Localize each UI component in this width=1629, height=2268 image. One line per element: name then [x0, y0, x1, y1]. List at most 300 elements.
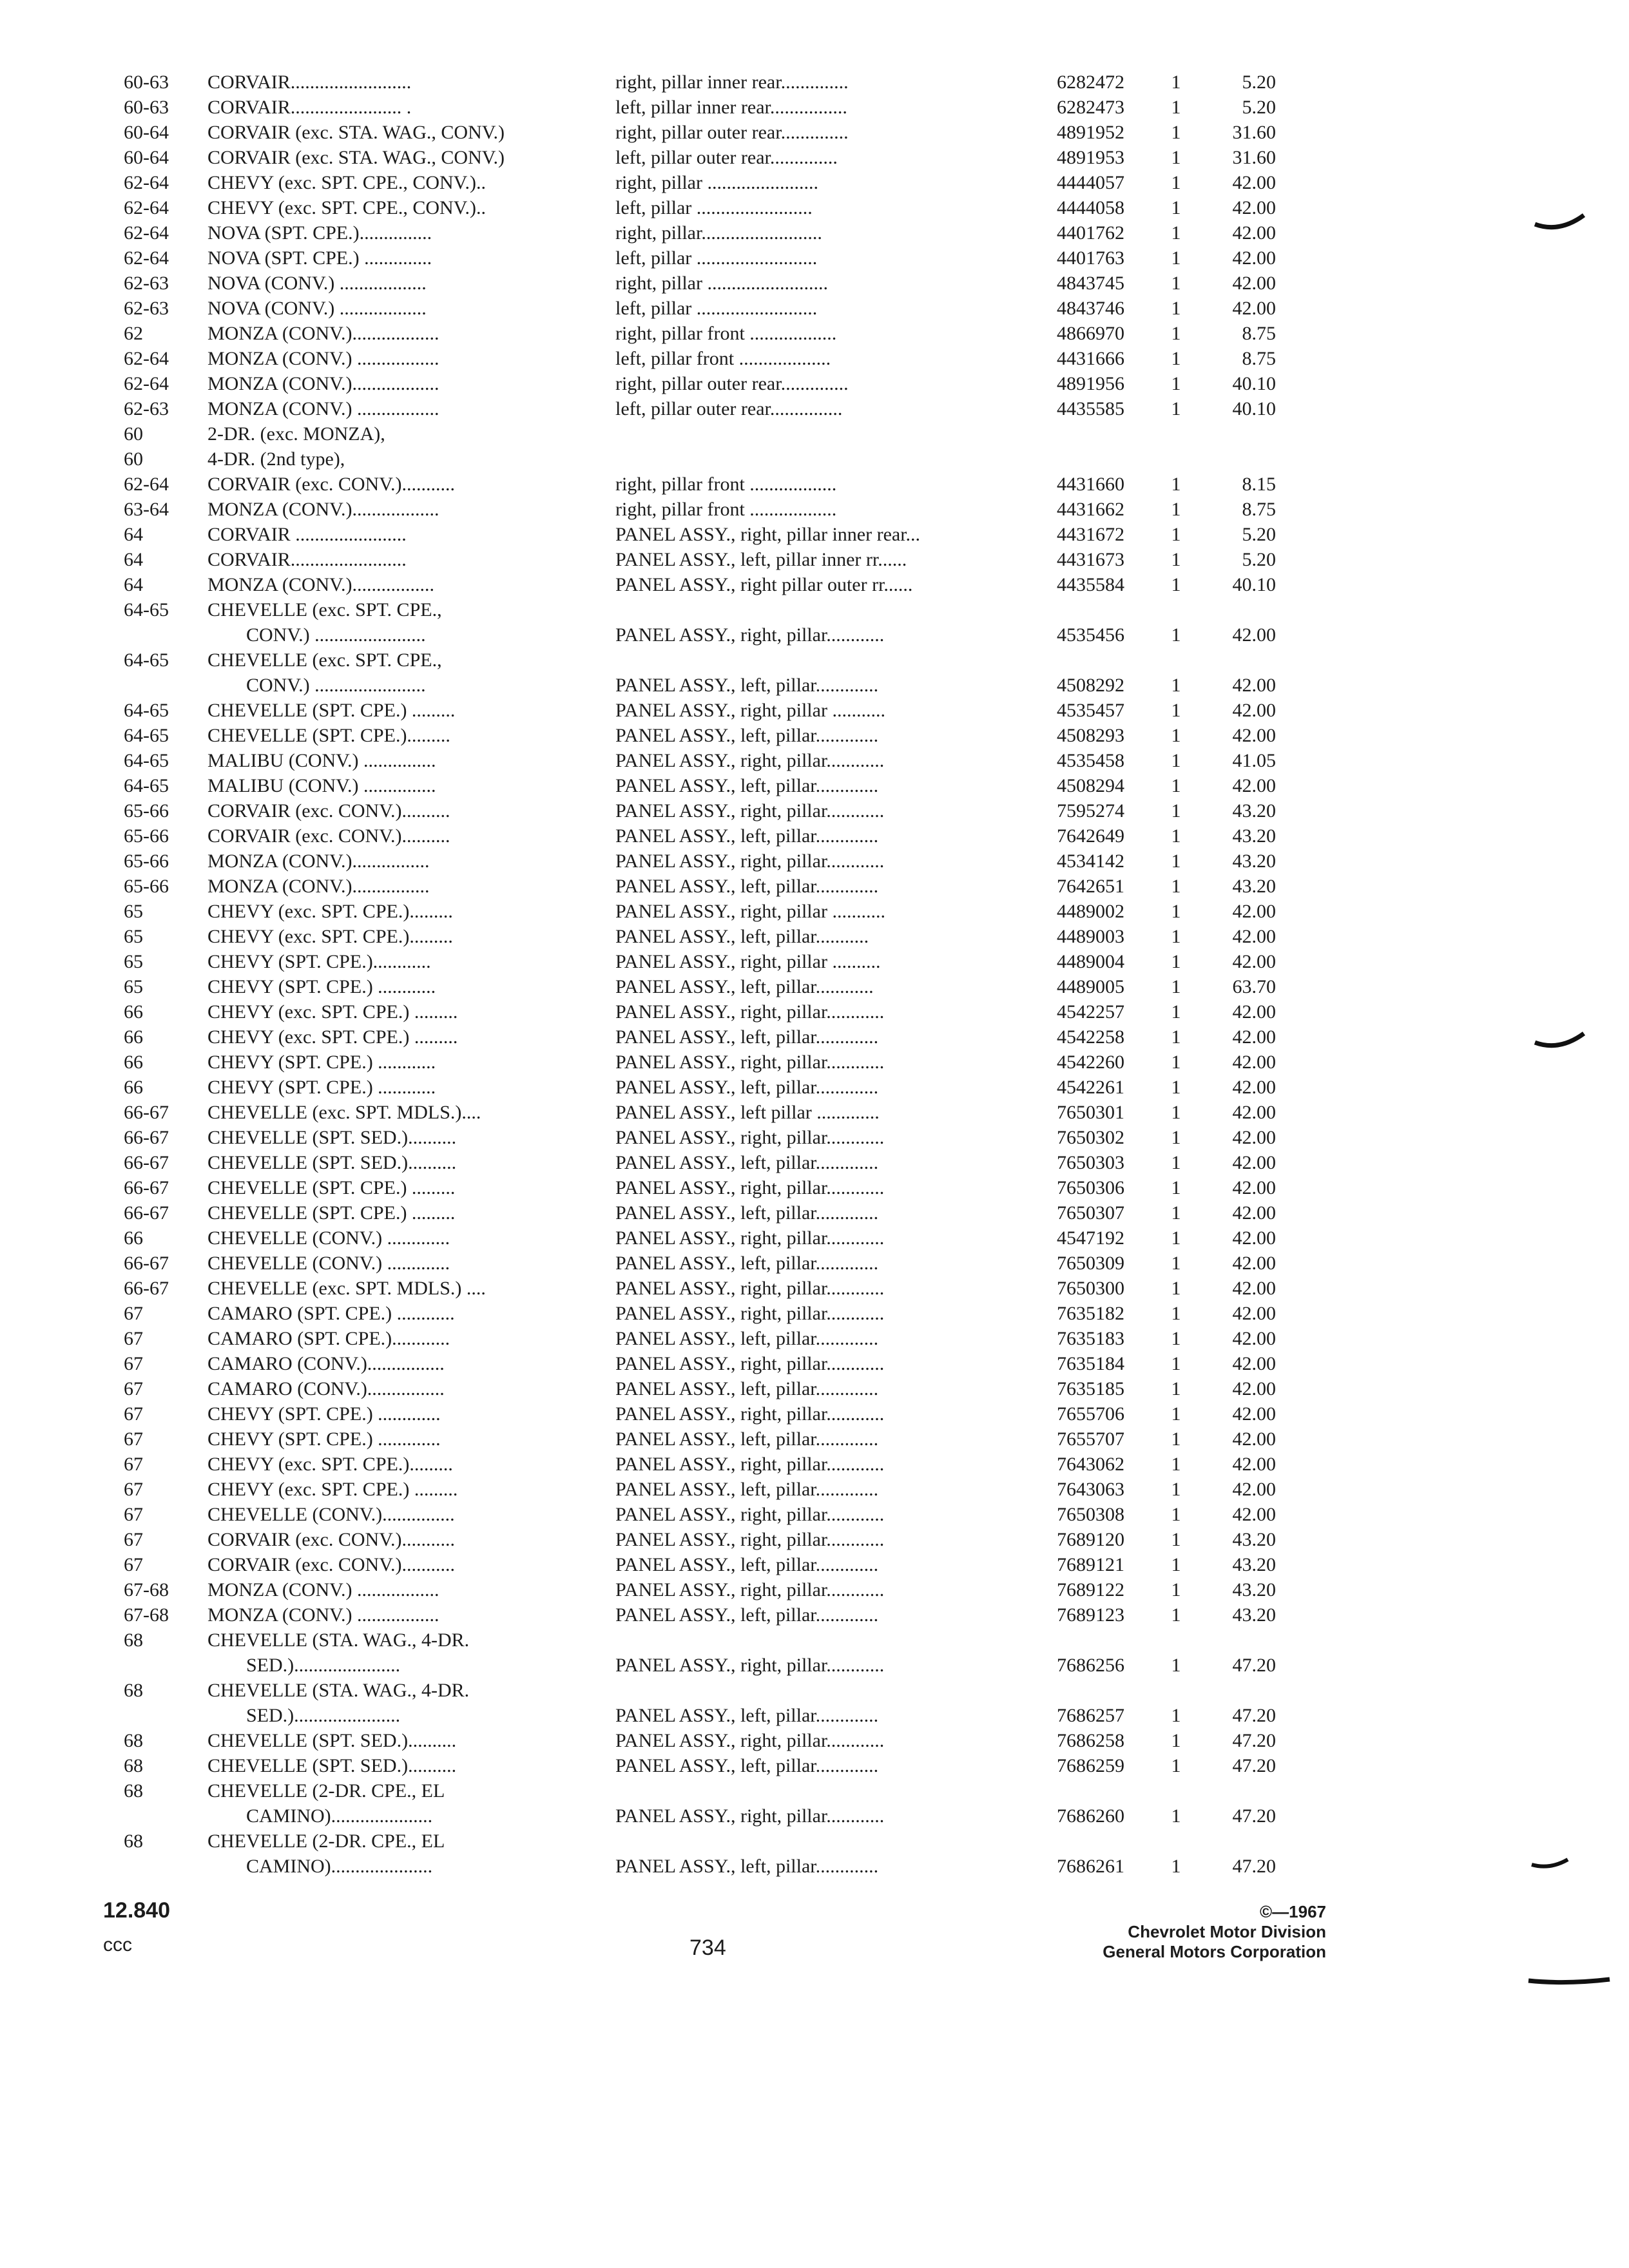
part-number: 7650303 [1057, 1152, 1124, 1173]
table-row [0, 1527, 1629, 1552]
model-name [207, 1477, 594, 1502]
price: 43.20 [1232, 1579, 1276, 1600]
model-name [207, 396, 594, 421]
price: 42.00 [1232, 1353, 1276, 1374]
table-row [0, 773, 1629, 798]
quantity: 1 [1171, 72, 1181, 93]
price: 40.10 [1232, 373, 1276, 394]
model-years: 66-67 [124, 1278, 169, 1299]
model-years: 62-63 [124, 273, 169, 294]
price: 42.00 [1232, 273, 1276, 294]
part-description: PANEL ASSY., left, pillar............. [615, 775, 879, 796]
price: 40.10 [1232, 574, 1276, 595]
copyright-block [1103, 1902, 1326, 1962]
part-description: right, pillar ....................... [615, 172, 818, 193]
model-years: 68 [124, 1680, 143, 1701]
model-name [207, 1452, 594, 1477]
price: 42.00 [1232, 1001, 1276, 1023]
quantity: 1 [1171, 1152, 1181, 1173]
part-number: 7643062 [1057, 1454, 1124, 1475]
quantity: 1 [1171, 524, 1181, 545]
table-row [0, 1351, 1629, 1376]
part-number: 4489005 [1057, 976, 1124, 997]
price: 42.00 [1232, 1403, 1276, 1425]
price: 47.20 [1232, 1805, 1276, 1827]
table-row [0, 1075, 1629, 1100]
quantity: 1 [1171, 222, 1181, 244]
part-description: PANEL ASSY., left, pillar............. [615, 1479, 879, 1500]
table-row [0, 1024, 1629, 1050]
part-number: 4435585 [1057, 398, 1124, 419]
part-number: 4508293 [1057, 725, 1124, 746]
model-years: 65-66 [124, 825, 169, 847]
model-name-line: CORVAIR....................... . [207, 97, 412, 118]
quantity: 1 [1171, 373, 1181, 394]
part-description: PANEL ASSY., left, pillar............ [615, 976, 874, 997]
model-name [207, 572, 594, 597]
model-years: 62-63 [124, 298, 169, 319]
table-row [0, 346, 1629, 371]
part-number: 4542258 [1057, 1026, 1124, 1048]
model-name-line: CHEVELLE (SPT. CPE.) ......... [207, 1177, 456, 1198]
part-number: 7643063 [1057, 1479, 1124, 1500]
table-row [0, 1401, 1629, 1427]
part-description: right, pillar outer rear.............. [615, 373, 849, 394]
price: 42.00 [1232, 901, 1276, 922]
model-name [207, 1628, 594, 1678]
model-name [207, 245, 594, 271]
parts-list [0, 70, 1629, 1879]
model-name-line: CAMARO (CONV.)................ [207, 1378, 445, 1399]
table-row [0, 371, 1629, 396]
model-name-line: CHEVELLE (exc. SPT. MDLS.) .... [207, 1278, 486, 1299]
table-row [0, 1829, 1629, 1879]
model-name [207, 296, 594, 321]
quantity: 1 [1171, 1202, 1181, 1224]
model-name [207, 1276, 594, 1301]
quantity: 1 [1171, 976, 1181, 997]
quantity: 1 [1171, 1253, 1181, 1274]
part-description: PANEL ASSY., right pillar outer rr...... [615, 574, 913, 595]
model-name [207, 874, 594, 899]
price: 42.00 [1232, 1378, 1276, 1399]
model-name-line: MALIBU (CONV.) ............... [207, 775, 436, 796]
part-number: 4431666 [1057, 348, 1124, 369]
model-name [207, 1527, 594, 1552]
quantity: 1 [1171, 172, 1181, 193]
table-row [0, 1376, 1629, 1401]
model-name-line: CHEVY (exc. SPT. CPE.)......... [207, 1454, 453, 1475]
price: 42.00 [1232, 1202, 1276, 1224]
model-name [207, 522, 594, 547]
price: 42.00 [1232, 926, 1276, 947]
quantity: 1 [1171, 348, 1181, 369]
model-name-line: CHEVELLE (SPT. CPE.) ......... [207, 1202, 456, 1224]
part-description: right, pillar ......................... [615, 273, 828, 294]
part-description: PANEL ASSY., left, pillar............. [615, 1253, 879, 1274]
table-row [0, 1200, 1629, 1225]
price: 42.00 [1232, 1102, 1276, 1123]
part-description: PANEL ASSY., left, pillar............. [615, 825, 879, 847]
table-row [0, 170, 1629, 195]
part-description: PANEL ASSY., right, pillar ........... [615, 901, 885, 922]
table-row [0, 698, 1629, 723]
part-description: PANEL ASSY., left, pillar............. [615, 1328, 879, 1349]
part-number: 7686257 [1057, 1705, 1124, 1726]
price: 5.20 [1242, 97, 1276, 118]
model-years: 67 [124, 1554, 143, 1575]
table-row [0, 748, 1629, 773]
quantity: 1 [1171, 1479, 1181, 1500]
quantity: 1 [1171, 298, 1181, 319]
part-number: 7650300 [1057, 1278, 1124, 1299]
model-name [207, 597, 594, 648]
model-name [207, 999, 594, 1024]
price: 8.15 [1242, 474, 1276, 495]
part-number: 4489004 [1057, 951, 1124, 972]
quantity: 1 [1171, 775, 1181, 796]
quantity: 1 [1171, 1303, 1181, 1324]
table-row [0, 1728, 1629, 1753]
table-row [0, 1225, 1629, 1251]
model-years: 62-63 [124, 398, 169, 419]
quantity: 1 [1171, 1278, 1181, 1299]
quantity: 1 [1171, 1353, 1181, 1374]
price: 42.00 [1232, 725, 1276, 746]
price: 42.00 [1232, 1052, 1276, 1073]
model-years: 62-64 [124, 474, 169, 495]
table-row [0, 321, 1629, 346]
quantity: 1 [1171, 247, 1181, 269]
model-years: 65 [124, 976, 143, 997]
part-number: 4431662 [1057, 499, 1124, 520]
model-name-line: CHEVY (SPT. CPE.) ............ [207, 1077, 436, 1098]
model-name-line: CHEVY (exc. SPT. CPE., CONV.).. [207, 197, 486, 218]
part-number: 6282472 [1057, 72, 1124, 93]
table-row [0, 1778, 1629, 1829]
part-number: 4435584 [1057, 574, 1124, 595]
model-name-continuation: SED.)...................... [246, 1705, 401, 1726]
quantity: 1 [1171, 1529, 1181, 1550]
part-number: 7686256 [1057, 1655, 1124, 1676]
table-row [0, 421, 1629, 447]
model-name-line: 4-DR. (2nd type), [207, 448, 345, 470]
price: 5.20 [1242, 524, 1276, 545]
model-name-line: CORVAIR (exc. STA. WAG., CONV.) [207, 147, 505, 168]
price: 42.00 [1232, 1278, 1276, 1299]
model-years: 62-64 [124, 172, 169, 193]
part-description: PANEL ASSY., right, pillar............ [615, 1529, 885, 1550]
part-number: 4489003 [1057, 926, 1124, 947]
price: 5.20 [1242, 549, 1276, 570]
part-number: 4547192 [1057, 1227, 1124, 1249]
price: 40.10 [1232, 398, 1276, 419]
table-row [0, 899, 1629, 924]
part-number: 7689123 [1057, 1604, 1124, 1626]
model-name [207, 924, 594, 949]
table-row [0, 1502, 1629, 1527]
part-description: PANEL ASSY., right, pillar............ [615, 1127, 885, 1148]
part-description: PANEL ASSY., right, pillar............ [615, 850, 885, 872]
part-number: 7689122 [1057, 1579, 1124, 1600]
model-years: 60-63 [124, 97, 169, 118]
table-row [0, 1100, 1629, 1125]
table-row [0, 1628, 1629, 1678]
copyright-year: ©—1967 [1260, 1902, 1326, 1921]
part-description: PANEL ASSY., left, pillar............. [615, 1152, 879, 1173]
quantity: 1 [1171, 574, 1181, 595]
part-number: 7650301 [1057, 1102, 1124, 1123]
part-description: PANEL ASSY., left, pillar............. [615, 1077, 879, 1098]
price: 42.00 [1232, 624, 1276, 646]
table-row [0, 974, 1629, 999]
quantity: 1 [1171, 1705, 1181, 1726]
model-name-line: CORVAIR ....................... [207, 524, 407, 545]
quantity: 1 [1171, 97, 1181, 118]
model-name [207, 798, 594, 823]
model-name-line: MONZA (CONV.)................ [207, 850, 430, 872]
table-row [0, 396, 1629, 421]
part-description: PANEL ASSY., left pillar ............. [615, 1102, 880, 1123]
model-name [207, 899, 594, 924]
part-number: 4535458 [1057, 750, 1124, 771]
table-row [0, 723, 1629, 748]
model-name [207, 1829, 594, 1879]
model-years: 68 [124, 1780, 143, 1802]
part-number: 7686260 [1057, 1805, 1124, 1827]
part-number: 7635185 [1057, 1378, 1124, 1399]
part-description: left, pillar ......................... [615, 298, 818, 319]
model-name-line: CORVAIR (exc. CONV.)........... [207, 1529, 455, 1550]
part-number: 4891953 [1057, 147, 1124, 168]
model-years: 62-64 [124, 373, 169, 394]
model-years: 68 [124, 1831, 143, 1852]
part-description: PANEL ASSY., left, pillar............. [615, 1428, 879, 1450]
part-description: right, pillar......................... [615, 222, 822, 244]
table-row [0, 1251, 1629, 1276]
part-description: PANEL ASSY., left, pillar............. [615, 1202, 879, 1224]
table-row [0, 547, 1629, 572]
quantity: 1 [1171, 1001, 1181, 1023]
model-name-line: CAMARO (SPT. CPE.)............ [207, 1328, 450, 1349]
part-number: 7650308 [1057, 1504, 1124, 1525]
model-name-line: CHEVELLE (SPT. SED.).......... [207, 1152, 457, 1173]
page-number: 734 [689, 1936, 726, 1960]
quantity: 1 [1171, 624, 1181, 646]
table-row [0, 924, 1629, 949]
part-number: 4866970 [1057, 323, 1124, 344]
price: 63.70 [1232, 976, 1276, 997]
part-description: right, pillar front .................. [615, 499, 837, 520]
scan-mark [1534, 213, 1585, 238]
price: 43.20 [1232, 850, 1276, 872]
part-description: PANEL ASSY., left, pillar............. [615, 1026, 879, 1048]
scan-mark [1530, 1856, 1569, 1875]
quantity: 1 [1171, 1579, 1181, 1600]
part-number: 4444057 [1057, 172, 1124, 193]
price: 42.00 [1232, 951, 1276, 972]
part-description: PANEL ASSY., left, pillar............. [615, 1856, 879, 1877]
model-name [207, 1150, 594, 1175]
quantity: 1 [1171, 901, 1181, 922]
model-name-line: CHEVELLE (exc. SPT. CPE., [207, 649, 442, 671]
model-name-line: CHEVY (SPT. CPE.) ............ [207, 1052, 436, 1073]
part-number: 7650302 [1057, 1127, 1124, 1148]
model-name-line: CHEVELLE (2-DR. CPE., EL [207, 1831, 445, 1852]
model-name [207, 1351, 594, 1376]
model-name [207, 321, 594, 346]
model-name-line: MONZA (CONV.) ................. [207, 1579, 439, 1600]
model-name [207, 1251, 594, 1276]
model-name [207, 547, 594, 572]
part-number: 4843745 [1057, 273, 1124, 294]
model-name-line: CHEVELLE (SPT. CPE.) ......... [207, 700, 456, 721]
table-row [0, 1326, 1629, 1351]
model-name-line: NOVA (SPT. CPE.) .............. [207, 247, 432, 269]
model-years: 66 [124, 1077, 143, 1098]
part-number: 7650309 [1057, 1253, 1124, 1274]
table-row [0, 1577, 1629, 1602]
price: 42.00 [1232, 197, 1276, 218]
quantity: 1 [1171, 549, 1181, 570]
price: 31.60 [1232, 122, 1276, 143]
model-years: 64-65 [124, 649, 169, 671]
quantity: 1 [1171, 1403, 1181, 1425]
price: 42.00 [1232, 247, 1276, 269]
model-years: 64 [124, 524, 143, 545]
price: 42.00 [1232, 1253, 1276, 1274]
quantity: 1 [1171, 398, 1181, 419]
model-years: 62-64 [124, 348, 169, 369]
model-name-continuation: CAMINO)..................... [246, 1805, 433, 1827]
part-description: PANEL ASSY., left, pillar............. [615, 1378, 879, 1399]
model-name-line: CHEVELLE (SPT. CPE.)......... [207, 725, 450, 746]
model-name [207, 1125, 594, 1150]
model-name-continuation: CONV.) ....................... [246, 675, 426, 696]
part-number: 4534142 [1057, 850, 1124, 872]
model-years: 68 [124, 1755, 143, 1776]
model-name [207, 371, 594, 396]
model-years: 63-64 [124, 499, 169, 520]
model-name [207, 648, 594, 698]
corporation-name: General Motors Corporation [1103, 1942, 1326, 1961]
model-years: 64-65 [124, 775, 169, 796]
model-years: 66 [124, 1227, 143, 1249]
part-description: PANEL ASSY., right, pillar ........... [615, 700, 885, 721]
price: 42.00 [1232, 1177, 1276, 1198]
model-name [207, 1050, 594, 1075]
model-years: 67-68 [124, 1579, 169, 1600]
quantity: 1 [1171, 1227, 1181, 1249]
model-years: 67 [124, 1428, 143, 1450]
model-name-line: CHEVY (exc. SPT. CPE.) ......... [207, 1479, 458, 1500]
table-row [0, 1602, 1629, 1628]
part-number: 4508292 [1057, 675, 1124, 696]
table-row [0, 999, 1629, 1024]
quantity: 1 [1171, 499, 1181, 520]
model-name [207, 1577, 594, 1602]
part-number: 4843746 [1057, 298, 1124, 319]
price: 5.20 [1242, 72, 1276, 93]
part-number: 4444058 [1057, 197, 1124, 218]
price: 42.00 [1232, 1504, 1276, 1525]
quantity: 1 [1171, 1328, 1181, 1349]
model-name-line: CHEVELLE (SPT. SED.).......... [207, 1730, 457, 1751]
price: 47.20 [1232, 1730, 1276, 1751]
model-name-line: CHEVY (SPT. CPE.)............ [207, 951, 431, 972]
model-name [207, 1552, 594, 1577]
part-number: 6282473 [1057, 97, 1124, 118]
model-name-line: MONZA (CONV.)................. [207, 574, 434, 595]
model-name-line: CORVAIR........................ [207, 549, 407, 570]
model-years: 66-67 [124, 1253, 169, 1274]
table-row [0, 220, 1629, 245]
quantity: 1 [1171, 800, 1181, 822]
part-description: PANEL ASSY., left, pillar inner rr...... [615, 549, 907, 570]
part-number: 4401763 [1057, 247, 1124, 269]
model-years: 67 [124, 1403, 143, 1425]
table-row [0, 572, 1629, 597]
model-years: 68 [124, 1629, 143, 1651]
part-description: PANEL ASSY., right, pillar............ [615, 1454, 885, 1475]
model-name [207, 1778, 594, 1829]
table-row [0, 447, 1629, 472]
model-name [207, 849, 594, 874]
model-name-line: CHEVELLE (2-DR. CPE., EL [207, 1780, 445, 1802]
price: 42.00 [1232, 1303, 1276, 1324]
section-code: ccc [103, 1934, 132, 1956]
price: 41.05 [1232, 750, 1276, 771]
model-name-line: 2-DR. (exc. MONZA), [207, 423, 385, 445]
model-name [207, 346, 594, 371]
model-name-line: CHEVY (exc. SPT. CPE., CONV.).. [207, 172, 486, 193]
price: 42.00 [1232, 1127, 1276, 1148]
model-name-line: CORVAIR (exc. CONV.)........... [207, 1554, 455, 1575]
model-name-line: MALIBU (CONV.) ............... [207, 750, 436, 771]
table-row [0, 849, 1629, 874]
model-name [207, 220, 594, 245]
model-name-line: CHEVY (exc. SPT. CPE.) ......... [207, 1001, 458, 1023]
quantity: 1 [1171, 1504, 1181, 1525]
quantity: 1 [1171, 1655, 1181, 1676]
model-years: 62-64 [124, 222, 169, 244]
price: 42.00 [1232, 1479, 1276, 1500]
model-years: 67 [124, 1504, 143, 1525]
model-name [207, 145, 594, 170]
quantity: 1 [1171, 825, 1181, 847]
part-description: PANEL ASSY., right, pillar............ [615, 624, 885, 646]
scan-mark [1534, 1031, 1585, 1057]
table-row [0, 1678, 1629, 1728]
model-years: 67 [124, 1454, 143, 1475]
model-name-line: CHEVELLE (CONV.)............... [207, 1504, 455, 1525]
quantity: 1 [1171, 474, 1181, 495]
model-years: 67 [124, 1303, 143, 1324]
model-name [207, 974, 594, 999]
part-number: 4431673 [1057, 549, 1124, 570]
model-years: 66-67 [124, 1202, 169, 1224]
table-row [0, 1301, 1629, 1326]
model-name [207, 1100, 594, 1125]
model-years: 67 [124, 1479, 143, 1500]
model-years: 66-67 [124, 1127, 169, 1148]
model-name-line: CHEVY (SPT. CPE.) ............ [207, 976, 436, 997]
model-name-line: MONZA (CONV.) ................. [207, 1604, 439, 1626]
part-description: PANEL ASSY., left, pillar............. [615, 725, 879, 746]
table-row [0, 1452, 1629, 1477]
part-description: PANEL ASSY., right, pillar .......... [615, 951, 881, 972]
table-row [0, 1125, 1629, 1150]
